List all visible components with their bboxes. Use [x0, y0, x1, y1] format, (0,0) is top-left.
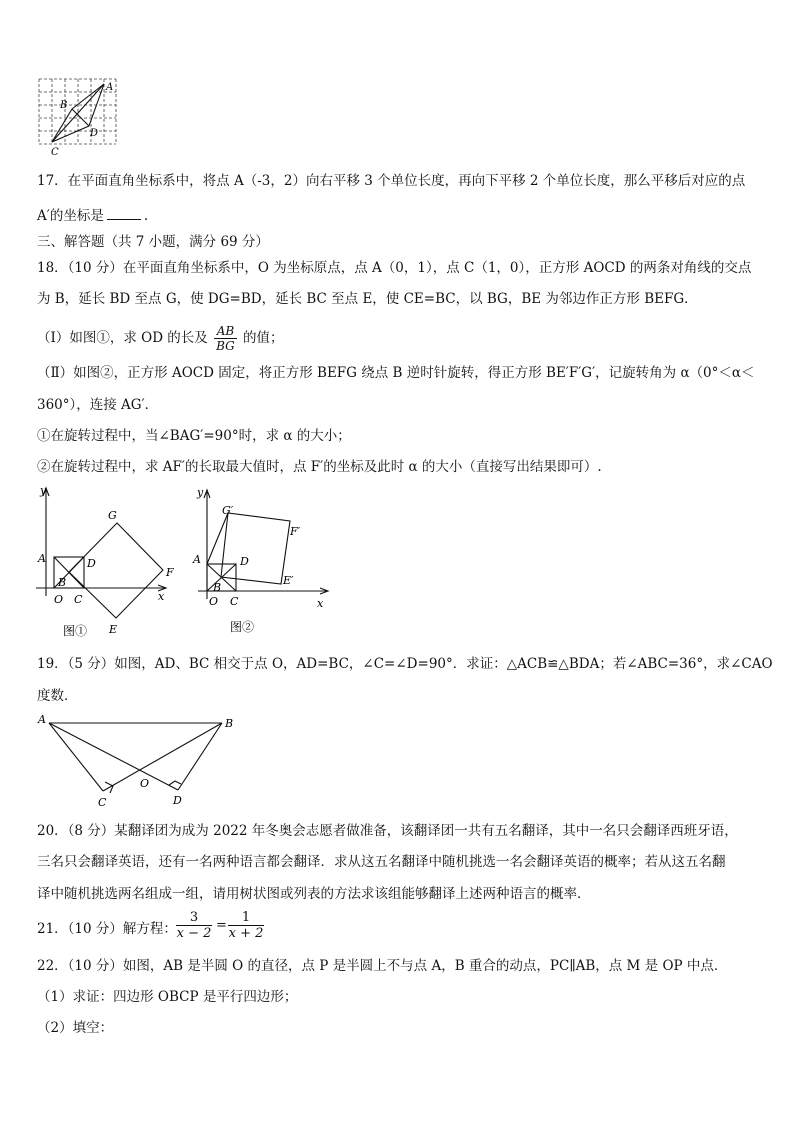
- fig18-2-caption: 图②: [230, 620, 255, 634]
- q18-part1: [37, 321, 284, 355]
- q18-figure-1: [34, 484, 184, 644]
- q17-line2-end: .: [143, 208, 149, 224]
- q19-line2: 度数．: [37, 688, 78, 704]
- q20-line3: 译中随机挑选两名组成一组，请用树状图或列表的方法求该组能够翻译上述两种语言的概率．: [37, 886, 591, 902]
- q18-line1: 18．（10 分）在平面直角坐标系中，O 为坐标原点，点 A（0，1），点 C（1，0），正方形 AOCD 的两条对角线的交点: [37, 260, 752, 276]
- fig19-label-O: O: [140, 777, 150, 790]
- fig18-2-label-C: C: [230, 595, 239, 608]
- fig18-1-label-E: E: [109, 623, 118, 636]
- fig18-2-label-F: F′: [290, 525, 301, 538]
- fig18-2-label-G: G′: [222, 504, 234, 517]
- fig18-1-label-A: A: [38, 552, 46, 565]
- fig17-label-D: D: [90, 128, 99, 139]
- q21-frac1: [176, 910, 212, 941]
- q19-line1: 19．（5 分）如图，AD、BC 相交于点 O，AD=BC，∠C=∠D=90°．求证：△ACB≌△BDA；若∠ABC=36°，求∠CAO: [37, 656, 773, 672]
- fig18-1-y-label: y: [40, 484, 47, 497]
- section3-title: 三、解答题（共 7 小题，满分 69 分）: [37, 234, 269, 250]
- fig19-label-D: D: [173, 794, 182, 807]
- q18-figure-2: [190, 484, 340, 644]
- fig18-2-label-O: O: [209, 595, 219, 608]
- q21-frac2-num: 1: [228, 910, 264, 926]
- q21-frac1-num: 3: [176, 910, 212, 926]
- q22-part1: （1）求证：四边形 OBCP 是平行四边形；: [37, 989, 298, 1005]
- fig18-2-label-E: E′: [283, 574, 294, 587]
- q18-line2: 为 B，延长 BD 至点 G，使 DG=BD，延长 BC 至点 E，使 CE=BC，以 BG，BE 为邻边作正方形 BEFG．: [37, 291, 698, 307]
- fig18-1-caption: 图①: [63, 624, 88, 638]
- fig18-1-label-F: F: [166, 566, 174, 579]
- fig18-2-label-A: A: [193, 553, 201, 566]
- q22-line1: 22．（10 分）如图，AB 是半圆 O 的直径，点 P 是半圆上不与点 A，B 重合的动点，PC∥AB，点 M 是 OP 中点．: [37, 958, 728, 974]
- q18-part2-line2: 360°），连接 AG′．: [37, 397, 159, 413]
- q18-sub2: ②在旋转过程中，求 AF′的长取最大值时，点 F′的坐标及此时 α 的大小（直接写出结果即可）.: [37, 459, 602, 475]
- fig17-label-C: C: [51, 147, 59, 156]
- q22-part2: （2）填空：: [37, 1020, 114, 1036]
- q17-line2: [37, 206, 148, 226]
- q21-frac2: [228, 910, 264, 941]
- q21-frac2-den: x + 2: [228, 926, 264, 941]
- q18-part1-text: （Ⅰ）如图①，求 OD 的长及: [37, 330, 208, 346]
- fig18-1-label-D: D: [87, 557, 96, 570]
- fig18-1-label-G: G: [108, 509, 117, 522]
- fig19-label-B: B: [225, 717, 234, 730]
- q21-label: 21．（10 分）解方程：: [37, 921, 177, 937]
- q21-equals: =: [216, 918, 227, 933]
- q16-grid-figure: [36, 76, 126, 156]
- fig18-1-x-label: x: [158, 590, 165, 603]
- q17-answer-blank[interactable]: [107, 207, 141, 220]
- fig17-label-A: A: [106, 82, 114, 93]
- fig18-2-label-D: D: [240, 555, 249, 568]
- fig17-label-B: B: [60, 100, 68, 111]
- q21-frac1-den: x − 2: [176, 926, 212, 941]
- q17-line2-text: A′的坐标是: [37, 208, 104, 224]
- q18-part1-fraction: [214, 324, 237, 353]
- q18-part2-line1: （Ⅱ）如图②，正方形 AOCD 固定，将正方形 BEFG 绕点 B 逆时针旋转，得正方形 BE′F′G′，记旋转角为 α（0°＜α＜: [37, 365, 755, 381]
- q18-frac-denominator: BG: [216, 339, 235, 353]
- q19-figure: [34, 711, 244, 811]
- fig18-1-label-C: C: [74, 593, 83, 606]
- fig18-1-label-O: O: [54, 593, 64, 606]
- q20-line2: 三名只会翻译英语，还有一名两种语言都会翻译．求从这五名翻译中随机挑选一名会翻译英语的概率；若从这五名翻: [37, 854, 726, 870]
- q18-frac-numerator: AB: [214, 324, 237, 339]
- q21-equation: [176, 910, 266, 950]
- fig18-2-y-label: y: [197, 486, 204, 499]
- fig18-2-x-label: x: [317, 597, 324, 610]
- q18-part1-end: 的值；: [243, 330, 284, 346]
- fig18-1-label-B: B: [58, 576, 67, 589]
- fig19-label-C: C: [98, 796, 107, 809]
- q18-sub1: ①在旋转过程中，当∠BAG′=90°时，求 α 的大小；: [37, 428, 351, 444]
- q20-line1: 20．（8 分）某翻译团为成为 2022 年冬奥会志愿者做准备，该翻译团一共有五名翻译，其中一名只会翻译西班牙语，: [37, 823, 738, 839]
- q17-line1: 17．在平面直角坐标系中，将点 A（-3，2）向右平移 3 个单位长度，再向下平移 2 个单位长度，那么平移后对应的点: [37, 173, 746, 189]
- fig19-label-A: A: [38, 713, 46, 726]
- fig18-2-label-B: B: [213, 581, 222, 594]
